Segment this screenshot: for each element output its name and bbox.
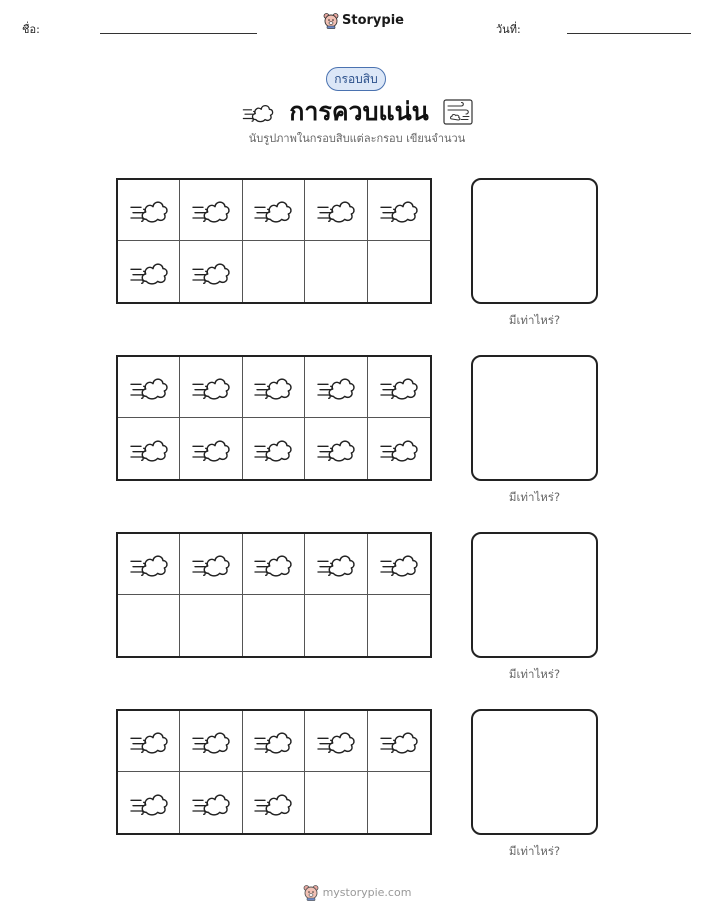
wind-cloud-icon <box>241 99 275 125</box>
wind-cloud-icon <box>379 725 419 757</box>
ten-frame-cell <box>118 180 180 241</box>
wind-cloud-icon <box>191 256 231 288</box>
answer-box-4[interactable] <box>471 709 598 835</box>
ten-frame-cell <box>180 534 242 595</box>
ten-frame-cell <box>180 418 242 479</box>
ten-frame-cell <box>243 595 305 656</box>
ten-frame-cell <box>243 241 305 302</box>
ten-frame-1 <box>116 178 432 304</box>
answer-box-1[interactable] <box>471 178 598 304</box>
answer-box-2[interactable] <box>471 355 598 481</box>
footer-link[interactable]: mystorypie.com <box>322 886 412 899</box>
ten-frame-2 <box>116 355 432 481</box>
wind-cloud-icon <box>129 725 169 757</box>
ten-frame-cell <box>180 357 242 418</box>
wind-cloud-icon <box>129 433 169 465</box>
wind-cloud-icon <box>379 548 419 580</box>
brand-name: Storypie <box>342 13 404 28</box>
ten-frame-cell <box>368 711 430 772</box>
wind-cloud-icon <box>253 787 293 819</box>
wind-cloud-icon <box>129 256 169 288</box>
footer <box>0 884 714 901</box>
ten-frame-cell <box>243 418 305 479</box>
ten-frame-cell <box>368 772 430 833</box>
ten-frame-cell <box>243 534 305 595</box>
ten-frame-cell <box>180 180 242 241</box>
answer-box-3[interactable] <box>471 532 598 658</box>
topic-badge: กรอบสิบ <box>326 67 386 91</box>
ten-frame-cell <box>305 418 367 479</box>
ten-frame-cell <box>305 357 367 418</box>
bear-icon <box>303 884 319 901</box>
ten-frame-cell <box>243 180 305 241</box>
ten-frame-cell <box>243 357 305 418</box>
brand-logo <box>323 12 404 29</box>
wind-cloud-icon <box>129 548 169 580</box>
ten-frame-cell <box>305 241 367 302</box>
ten-frame-cell <box>305 180 367 241</box>
ten-frame-cell <box>118 711 180 772</box>
date-field-line[interactable] <box>567 33 691 34</box>
wind-cloud-icon <box>129 194 169 226</box>
ten-frame-cell <box>305 711 367 772</box>
ten-frame-cell <box>118 534 180 595</box>
ten-frame-cell <box>118 418 180 479</box>
ten-frame-cell <box>368 180 430 241</box>
wind-cloud-icon <box>379 194 419 226</box>
wind-cloud-icon <box>191 787 231 819</box>
ten-frame-cell <box>368 418 430 479</box>
wind-cloud-icon <box>191 371 231 403</box>
ten-frame-4 <box>116 709 432 835</box>
ten-frame-cell <box>180 711 242 772</box>
ten-frame-cell <box>368 241 430 302</box>
ten-frame-3 <box>116 532 432 658</box>
ten-frame-cell <box>368 357 430 418</box>
wind-cloud-icon <box>129 787 169 819</box>
ten-frame-cell <box>180 241 242 302</box>
name-label: ชื่อ: <box>22 23 40 36</box>
wind-cloud-icon <box>191 548 231 580</box>
ten-frame-cell <box>305 534 367 595</box>
ten-frame-cell <box>243 772 305 833</box>
answer-prompt-4: มีเท่าไหร่? <box>508 844 561 858</box>
ten-frame-cell <box>118 595 180 656</box>
answer-prompt-3: มีเท่าไหร่? <box>508 667 561 681</box>
ten-frame-cell <box>180 772 242 833</box>
ten-frame-cell <box>118 357 180 418</box>
wind-cloud-icon <box>253 194 293 226</box>
instructions: นับรูปภาพในกรอบสิบแต่ละกรอบ เขียนจำนวน <box>248 132 466 145</box>
bear-icon <box>323 12 339 29</box>
wind-cloud-icon <box>379 371 419 403</box>
wind-lines-icon <box>443 99 473 125</box>
wind-cloud-icon <box>316 371 356 403</box>
wind-cloud-icon <box>191 194 231 226</box>
worksheet-title: การควบแน่น <box>289 97 429 126</box>
ten-frame-cell <box>305 772 367 833</box>
wind-cloud-icon <box>129 371 169 403</box>
wind-cloud-icon <box>253 371 293 403</box>
ten-frame-cell <box>368 595 430 656</box>
date-label: วันที่: <box>496 23 521 36</box>
name-field-line[interactable] <box>100 33 257 34</box>
wind-cloud-icon <box>379 433 419 465</box>
answer-prompt-2: มีเท่าไหร่? <box>508 490 561 504</box>
ten-frame-cell <box>118 241 180 302</box>
wind-cloud-icon <box>316 194 356 226</box>
wind-cloud-icon <box>316 433 356 465</box>
wind-cloud-icon <box>316 548 356 580</box>
ten-frame-cell <box>243 711 305 772</box>
wind-cloud-icon <box>253 725 293 757</box>
wind-cloud-icon <box>253 433 293 465</box>
title-row <box>0 92 714 132</box>
wind-cloud-icon <box>191 433 231 465</box>
ten-frame-cell <box>180 595 242 656</box>
ten-frame-cell <box>368 534 430 595</box>
wind-cloud-icon <box>191 725 231 757</box>
wind-cloud-icon <box>316 725 356 757</box>
answer-prompt-1: มีเท่าไหร่? <box>508 313 561 327</box>
ten-frame-cell <box>118 772 180 833</box>
ten-frame-cell <box>305 595 367 656</box>
wind-cloud-icon <box>253 548 293 580</box>
